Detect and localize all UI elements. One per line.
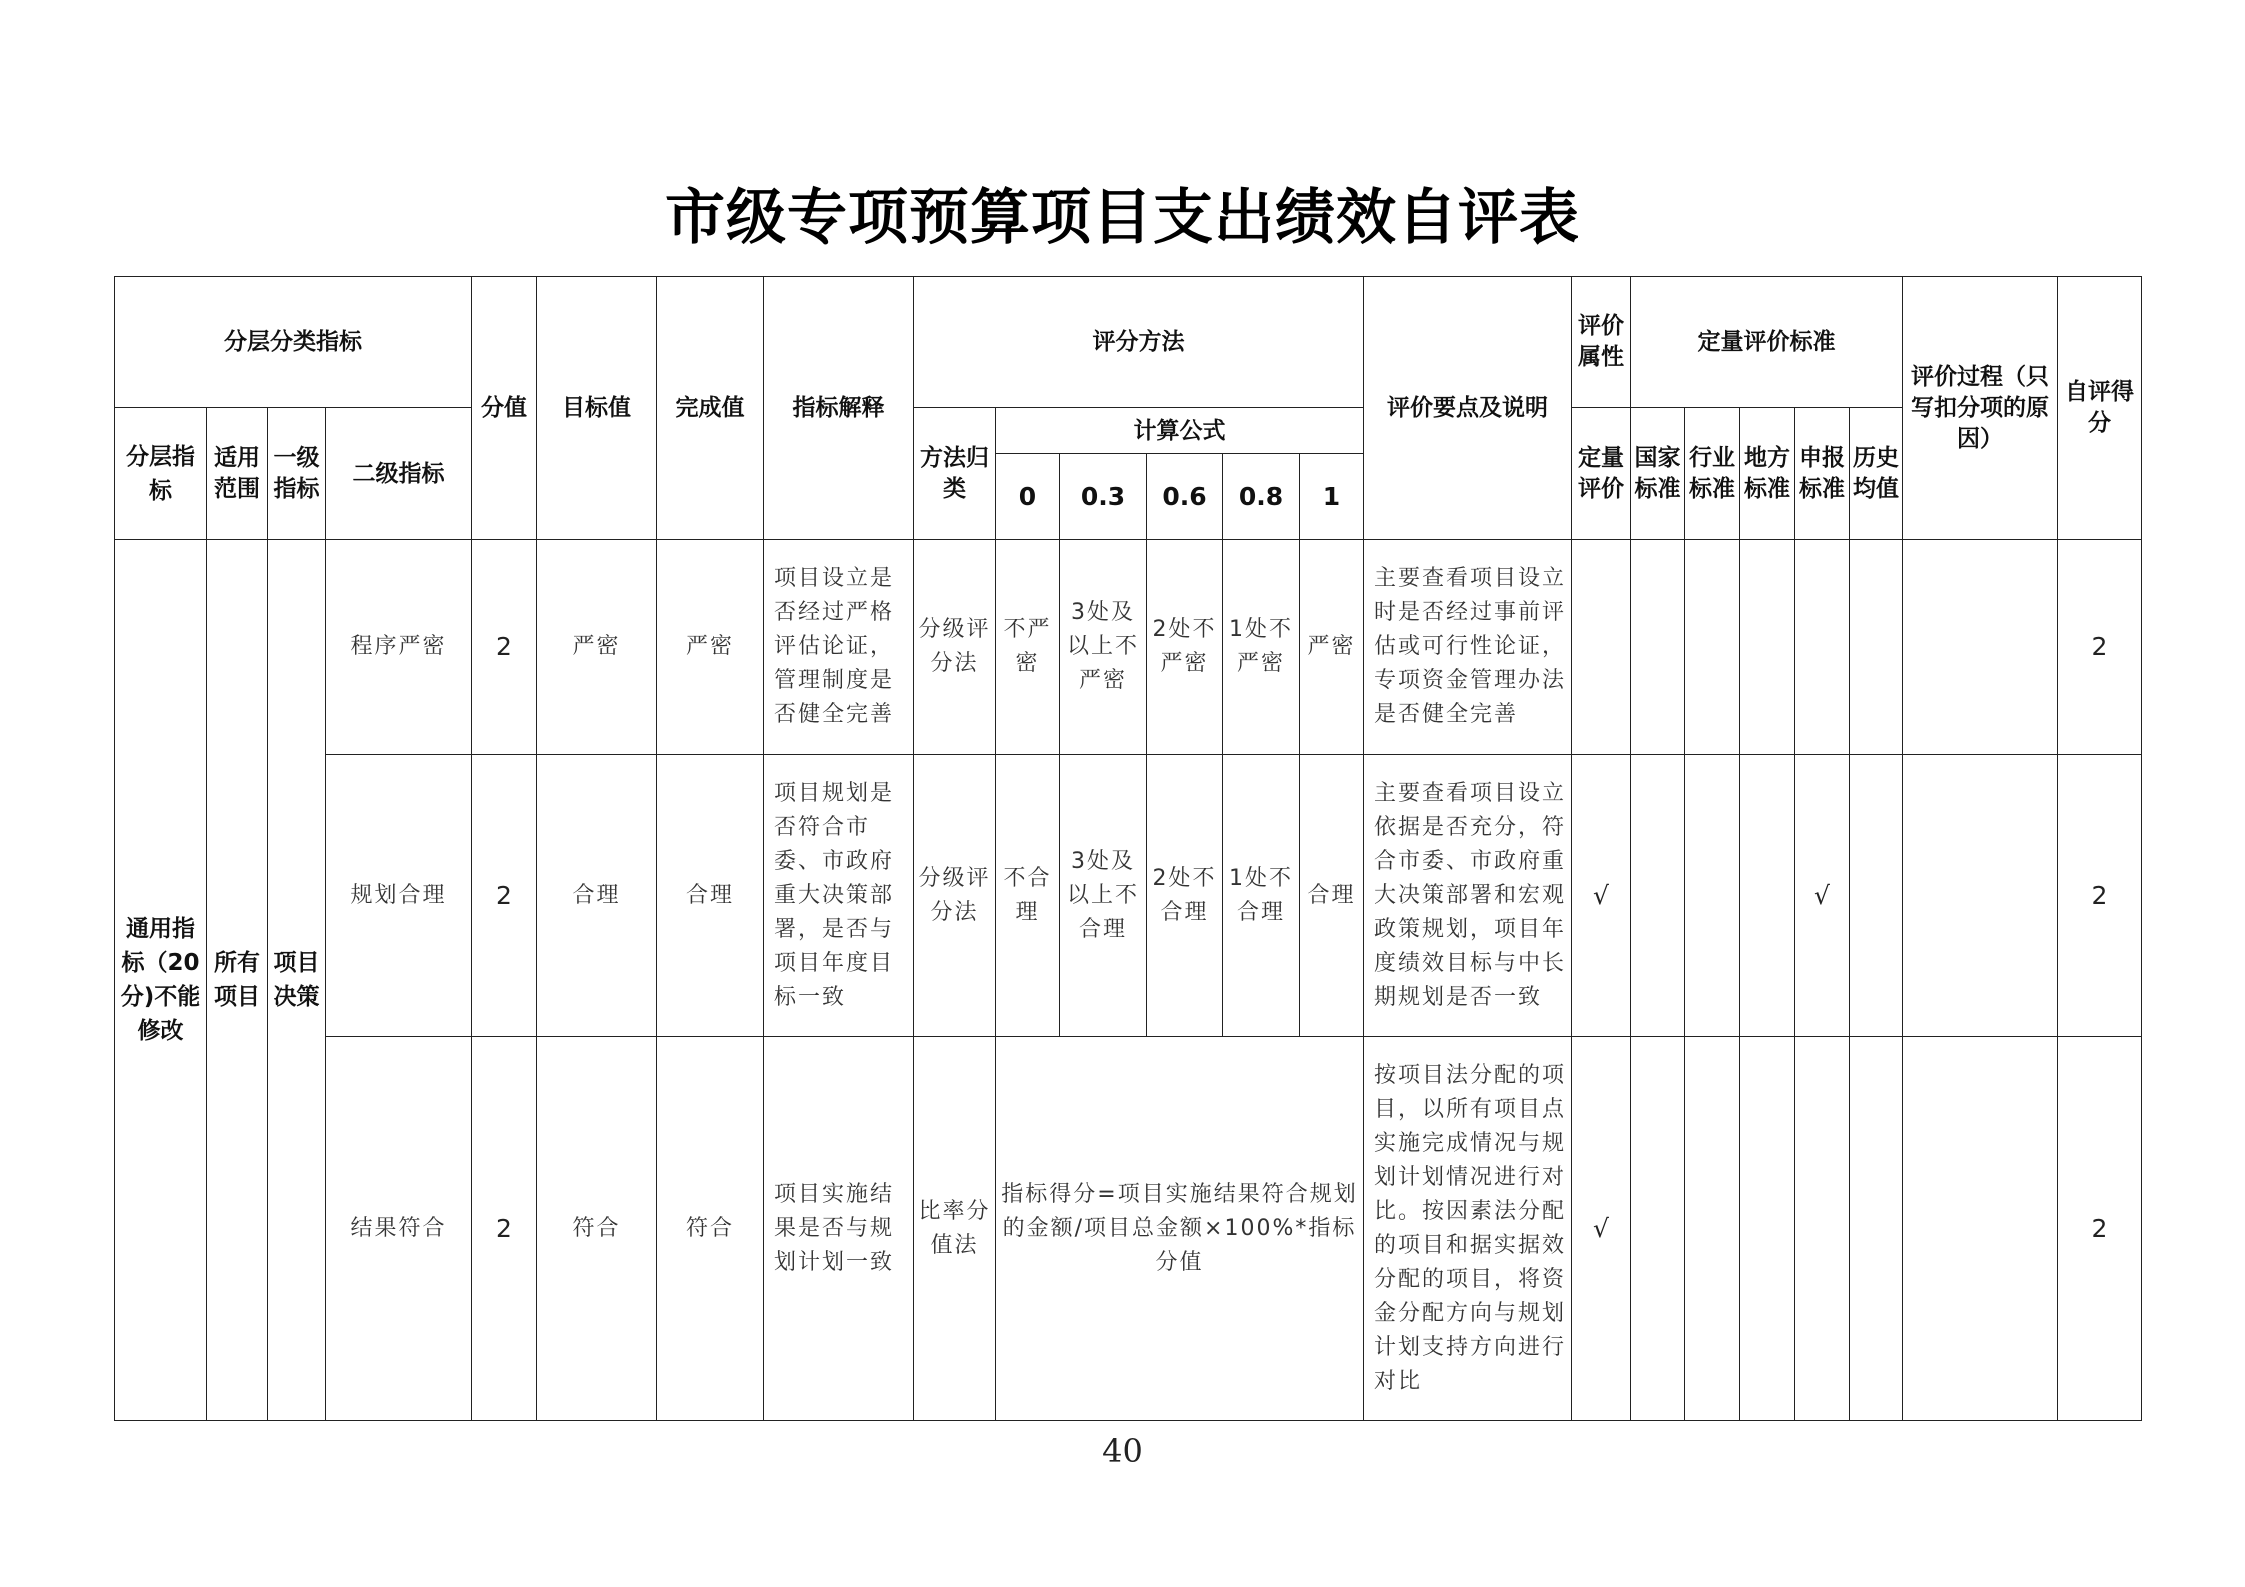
table-row [115,755,2142,1037]
local-cell [1740,540,1795,755]
method-cell: 比率分值法 [914,1037,996,1421]
actual-cell: 合理 [657,755,764,1037]
score-cell: 2 [472,1037,537,1421]
history-cell [1850,1037,1903,1421]
f1-cell: 严密 [1300,540,1364,755]
header-formula: 计算公式 [996,408,1364,454]
score-cell: 2 [472,540,537,755]
industry-cell [1685,755,1740,1037]
process-cell [1903,540,2058,755]
page-number: 40 [1102,1432,1143,1470]
explain-cell: 项目规划是否符合市委、市政府重大决策部署，是否与项目年度目标一致 [764,755,914,1037]
self-score-cell: 2 [2058,1037,2142,1421]
group-layer: 通用指标（20分)不能修改 [115,540,207,1421]
self-score-cell: 2 [2058,540,2142,755]
header-attr: 评价属性 [1572,277,1631,408]
f06-cell: 2处不合理 [1147,755,1223,1037]
history-cell [1850,755,1903,1037]
table-row [115,540,2142,755]
key-points-cell: 主要查看项目设立时是否经过事前评估或可行性论证，专项资金管理办法是否健全完善 [1364,540,1572,755]
method-cell: 分级评分法 [914,755,996,1037]
self-score-cell: 2 [2058,755,2142,1037]
f06-cell: 2处不严密 [1147,540,1223,755]
header-f08: 0.8 [1223,454,1300,540]
header-self-score: 自评得分 [2058,277,2142,540]
actual-cell: 严密 [657,540,764,755]
header-group-indicators: 分层分类指标 [115,277,472,408]
f03-cell: 3处及以上不合理 [1060,755,1147,1037]
header-explain: 指标解释 [764,277,914,540]
local-cell [1740,755,1795,1037]
header-score: 分值 [472,277,537,540]
header-local: 地方标准 [1740,408,1795,540]
local-cell [1740,1037,1795,1421]
header-scoring-method: 评分方法 [914,277,1364,408]
quant-cell: √ [1572,1037,1631,1421]
f08-cell: 1处不严密 [1223,540,1300,755]
header-declared: 申报标准 [1795,408,1850,540]
f0-cell: 不合理 [996,755,1060,1037]
score-cell: 2 [472,755,537,1037]
header-process: 评价过程（只写扣分项的原因） [1903,277,2058,540]
formula-cell: 指标得分=项目实施结果符合规划的金额/项目总金额×100%*指标分值 [996,1037,1364,1421]
group-scope: 所有项目 [207,540,268,1421]
declared-cell [1795,1037,1850,1421]
target-cell: 严密 [537,540,657,755]
header-layer: 分层指标 [115,408,207,540]
header-scope: 适用范围 [207,408,268,540]
header-industry: 行业标准 [1685,408,1740,540]
explain-cell: 项目设立是否经过严格评估论证，管理制度是否健全完善 [764,540,914,755]
group-level1: 项目决策 [268,540,326,1421]
header-quant-std: 定量评价标准 [1631,277,1903,408]
header-target: 目标值 [537,277,657,540]
f1-cell: 合理 [1300,755,1364,1037]
key-points-cell: 按项目法分配的项目，以所有项目点实施完成情况与规划计划情况进行对比。按因素法分配的项目和据实据效分配的项目，将资金分配方向与规划计划支持方向进行对比 [1364,1037,1572,1421]
header-level1: 一级指标 [268,408,326,540]
header-history: 历史均值 [1850,408,1903,540]
national-cell [1631,540,1685,755]
header-key-points: 评价要点及说明 [1364,277,1572,540]
quant-cell [1572,540,1631,755]
level2-cell: 结果符合 [326,1037,472,1421]
f0-cell: 不严密 [996,540,1060,755]
method-cell: 分级评分法 [914,540,996,755]
page-title: 市级专项预算项目支出绩效自评表 [665,183,1580,253]
level2-cell: 程序严密 [326,540,472,755]
header-quant: 定量评价 [1572,408,1631,540]
header-f03: 0.3 [1060,454,1147,540]
header-method-type: 方法归类 [914,408,996,540]
industry-cell [1685,540,1740,755]
level2-cell: 规划合理 [326,755,472,1037]
f08-cell: 1处不合理 [1223,755,1300,1037]
actual-cell: 符合 [657,1037,764,1421]
process-cell [1903,1037,2058,1421]
table-row [115,1037,2142,1421]
process-cell [1903,755,2058,1037]
declared-cell: √ [1795,755,1850,1037]
header-actual: 完成值 [657,277,764,540]
header-national: 国家标准 [1631,408,1685,540]
target-cell: 合理 [537,755,657,1037]
national-cell [1631,755,1685,1037]
key-points-cell: 主要查看项目设立依据是否充分，符合市委、市政府重大决策部署和宏观政策规划，项目年度绩效目标与中长期规划是否一致 [1364,755,1572,1037]
national-cell [1631,1037,1685,1421]
target-cell: 符合 [537,1037,657,1421]
evaluation-table [114,276,2142,1421]
header-f0: 0 [996,454,1060,540]
f03-cell: 3处及以上不严密 [1060,540,1147,755]
header-f06: 0.6 [1147,454,1223,540]
explain-cell: 项目实施结果是否与规划计划一致 [764,1037,914,1421]
declared-cell [1795,540,1850,755]
quant-cell: √ [1572,755,1631,1037]
industry-cell [1685,1037,1740,1421]
header-f1: 1 [1300,454,1364,540]
header-level2: 二级指标 [326,408,472,540]
history-cell [1850,540,1903,755]
